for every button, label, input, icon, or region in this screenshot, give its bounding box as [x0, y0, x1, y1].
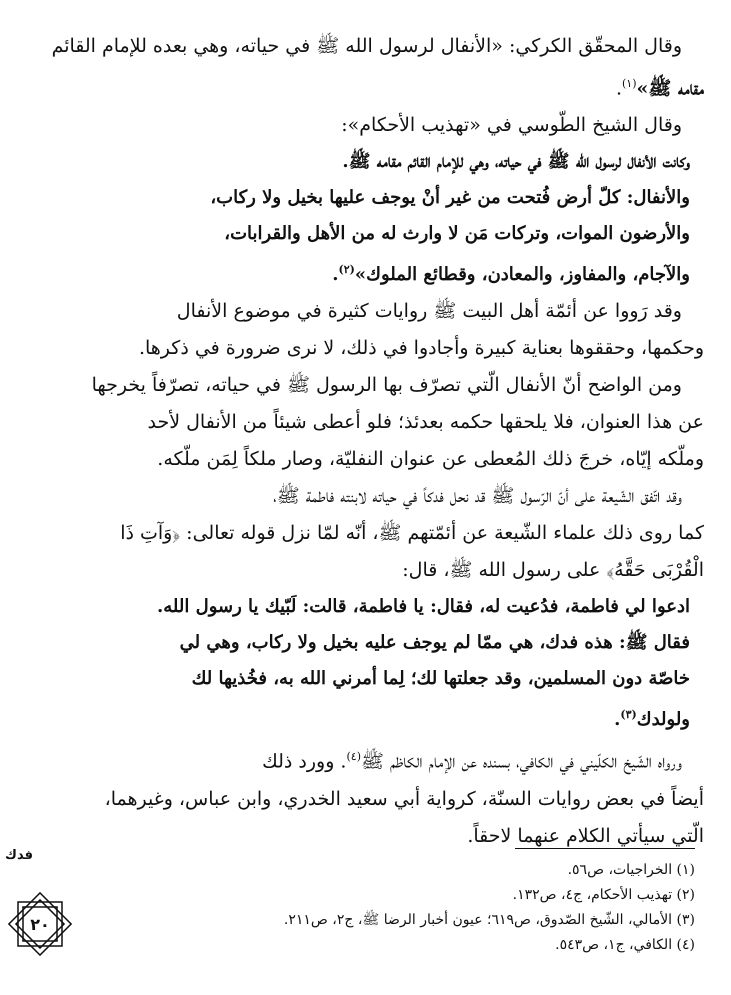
text-line: خاصّة دون المسلمين، وقد جعلتها لك؛ لِما أمرني الله به، فخُذيها لك: [191, 668, 690, 690]
text-line: ورواه الشّيخ الكلّيني في الكافي، بسنده عن الإمام الكاظم ﷺ: [360, 750, 682, 773]
paragraph-fadak: [36, 478, 704, 589]
text-line: عن هذا العنوان، فلا يلحقها حكمه بعدئذ؛ فلو أعطى شيئاً من الأنفال لأحد: [147, 411, 704, 434]
footnote-ref: (١): [622, 77, 637, 90]
footnotes: [135, 858, 695, 958]
text-line: والأنفال: كلّ أرض فُتحت من غير أنْ يوجف عليها بخيل ولا ركاب،: [210, 187, 690, 209]
footnote-item: (٣) الأمالي، الشّيخ الصّدوق، ص٦١٩؛ عيون أخبار الرضا ﷺ، ج٢، ص٢١١.: [283, 912, 695, 928]
footnote-item: (١) الخراجيات، ص٥٦.: [567, 862, 695, 878]
page-number-badge: [4, 888, 76, 960]
page-body: [36, 28, 704, 855]
text-line: مقامه ﷺ»: [636, 77, 704, 100]
text-line: ادعوا لي فاطمة، فدُعيت له، فقال: يا فاطمة، قالت: لَبّيك يا رسول الله.: [157, 596, 690, 618]
paragraph-anfal: [36, 367, 704, 478]
footnote-ref: (٢): [338, 263, 355, 277]
footnote-ref: (٤): [346, 750, 361, 764]
text-line: وكانت الأنفال لرسول الله ﷺ في حياته، وهي للإمام القائم مقامه ﷺ.: [342, 151, 690, 173]
logo-text: فدك: [5, 848, 33, 863]
text-line: فقال ﷺ: هذه فدك، هي ممّا لم يوجف عليه بخيل ولا ركاب، وهي لي: [179, 632, 690, 654]
text-line: أيضاً في بعض روايات السنّة، كرواية أبي سعيد الخدري، وابن عباس، وغيرهما،: [104, 787, 704, 810]
text-line: ولولدك: [636, 709, 690, 731]
text-line: الْقُرْبَى حَقَّهُ﴾ على رسول الله ﷺ، قال:: [402, 559, 704, 582]
paragraph-tusi: [36, 107, 704, 144]
text-line: كما روى ذلك علماء الشّيعة عن أئمّتهم ﷺ، أنّه لمّا نزل قوله تعالى: ﴿وَآتِ ذَا: [120, 522, 704, 545]
quote-hadith: ادعوا لي فاطمة، فدُعيت له، فقال: يا فاطمة، قالت: لَبّيك يا رسول الله. فقال ﷺ: هذه فدك، هي ممّا لم يوجف عليه بخيل ولا ركاب، وهي لي خاصّة دون المسلمين، وقد جعلتها لك؛ لِما أمرني الله به، فخُذيها لك ولولدك$^{(٣)}$.: [157, 596, 690, 731]
quote-tusi: وكانت الأنفال لرسول الله ﷺ في حياته، وهي للإمام القائم مقامه ﷺ. والأنفال: كلّ أرض فُتحت من غير أنْ يوجف عليها بخيل ولا ركاب، والأرضون الموات، وتركات مَن لا وارث له من الأهل والقرابات، والآجام، والمفاوز، والمعادن، وقطائع الملوك»$^{(٢)}$.: [210, 151, 690, 286]
text-line: ومن الواضح أنّ الأنفال الّتي تصرّف بها الرسول ﷺ في حياته، تصرّفاً يخرجها: [91, 374, 682, 397]
text-line: وملّكه إيّاه، خرجَ ذلك المُعطى عن عنوان النفليّة، وصار ملكاً لِمَن ملّكه.: [157, 448, 704, 471]
fadak-logo: [5, 842, 33, 866]
text-line: . وورد ذلك: [262, 750, 347, 773]
text-line: وحكمها، وحققوها بعناية كبيرة وأجادوا في ذلك، لا نرى ضرورة في ذكرها.: [138, 337, 704, 360]
text-line: الّتي سيأتي الكلام عنهما لاحقاً.: [467, 824, 704, 847]
footnote-item: (٤) الكافي، ج١، ص٥٤٣.: [555, 937, 695, 953]
footnote-item: (٢) تهذيب الأحكام، ج٤، ص١٣٢.: [512, 887, 695, 903]
text-line: وقال المحقّق الكركي: «الأنفال لرسول الله ﷺ في حياته، وهي بعده للإمام القائم: [51, 35, 682, 57]
footnote-ref: (٣): [620, 708, 637, 722]
paragraph-narrations: [36, 293, 704, 367]
text-line: وقد اتّفق الشّيعة على أنّ الرّسول ﷺ قد نحل فدكاً في حياته لابنته فاطمة ﷺ،: [273, 485, 682, 508]
text-line: وقد رَووا عن أئمّة أهل البيت ﷺ روايات كثيرة في موضوع الأنفال: [176, 300, 682, 323]
page-number: ٢٠: [30, 915, 50, 934]
paragraph-karaki: وقال المحقّق الكركي: «الأنفال لرسول الله ﷺ في حياته، وهي بعده للإمام القائم مقامه ﷺ»$^{(١)}$.: [51, 35, 704, 100]
text-line: والآجام، والمفاوز، والمعادن، وقطائع الملوك»: [354, 264, 690, 286]
text-line: والأرضون الموات، وتركات مَن لا وارث له من الأهل والقرابات،: [224, 223, 690, 245]
footnote-divider: [515, 848, 695, 849]
paragraph-kulayni: [36, 738, 704, 854]
text-line: وقال الشيخ الطّوسي في «تهذيب الأحكام»:: [341, 114, 682, 137]
